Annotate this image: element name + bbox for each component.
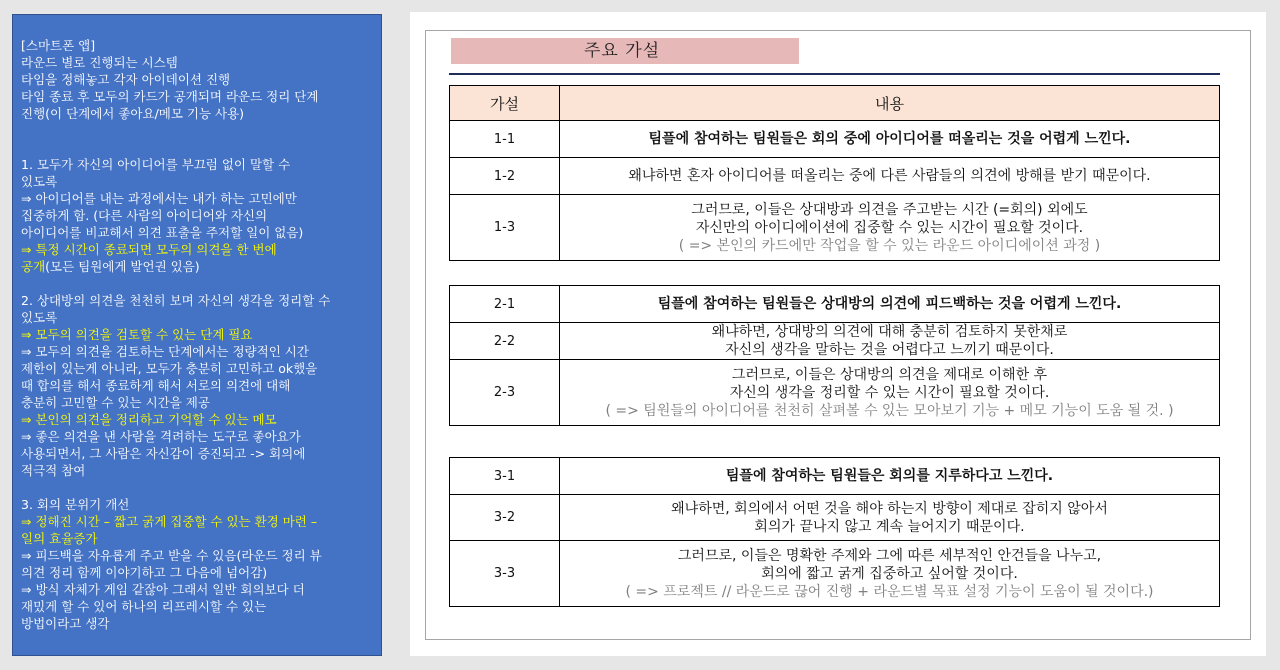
hypothesis-text-line: 회의가 끝나지 않고 계속 늘어지기 때문이다. — [754, 518, 1025, 535]
note-line: 재밌게 할 수 있어 하나의 리프레시할 수 있는 — [21, 599, 267, 614]
hypothesis-row-2-1 — [450, 286, 1220, 323]
hypothesis-text-line: 자신의 생각을 말하는 것을 어렵다고 느끼기 때문이다. — [725, 342, 1054, 358]
note-line: 일의 효율증가 — [21, 531, 98, 546]
hypothesis-id: 3-2 — [450, 495, 560, 541]
hypothesis-text-line: 그러므로, 이들은 상대방의 의견을 제대로 이해한 후 — [731, 366, 1048, 383]
hypothesis-id: 1-1 — [450, 121, 560, 158]
hypothesis-table-2 — [449, 285, 1220, 426]
hypothesis-table-3 — [449, 457, 1220, 607]
note-line: ⇒ 피드백을 자유롭게 주고 받을 수 있음(라운드 정리 뷰 — [21, 548, 322, 563]
note-line: ⇒ 모두의 의견을 검토하는 단계에서는 정량적인 시간 — [21, 344, 309, 359]
hypothesis-text-line: 회의에 짧고 굵게 집중하고 싶어할 것이다. — [761, 565, 1018, 582]
hypothesis-text-line: 왜냐하면, 회의에서 어떤 것을 해야 하는지 방향이 제대로 잡히지 않아서 — [671, 500, 1108, 517]
hypothesis-content — [560, 541, 1220, 607]
page-title: 주요 가설 — [584, 41, 661, 61]
hypothesis-id: 1-2 — [450, 158, 560, 195]
hypothesis-content — [560, 495, 1220, 541]
note-line-part: (모든 팀원에게 발언권 있음) — [45, 259, 200, 274]
hypothesis-row-2-2 — [450, 323, 1220, 360]
note-line: 방법이라고 생각 — [21, 616, 110, 631]
note-line: 라운드 별로 진행되는 시스템 — [21, 55, 178, 70]
hypothesis-text-line: 자신만의 아이디에이션에 집중할 수 있는 시간이 필요할 것이다. — [695, 219, 1084, 236]
hypothesis-content — [560, 158, 1220, 195]
note-line: 때 합의를 해서 종료하게 해서 서로의 의견에 대해 — [21, 378, 291, 393]
hypothesis-content — [560, 195, 1220, 261]
note-line: 적극적 참여 — [21, 463, 86, 478]
note-line: ⇒ 방식 자체가 게임 같잖아 그래서 일반 회의보다 더 — [21, 582, 305, 597]
hypothesis-content — [560, 360, 1220, 426]
note-line: 있도록 — [21, 174, 58, 189]
hypothesis-text-line: 왜냐하면, 상대방의 의견에 대해 충분히 검토하지 못한채로 — [711, 324, 1068, 340]
hypothesis-id: 3-3 — [450, 541, 560, 607]
hypothesis-id: 2-1 — [450, 286, 560, 323]
table-header-row — [450, 86, 1220, 121]
note-line: ⇒ 본인의 의견을 정리하고 기억할 수 있는 메모 — [21, 412, 277, 427]
hypothesis-row-1-1 — [450, 121, 1220, 158]
hypothesis-text-line: 팀플에 참여하는 팀원들은 상대방의 의견에 피드백하는 것을 어렵게 느낀다. — [657, 296, 1122, 312]
hypothesis-id: 2-3 — [450, 360, 560, 426]
note-line: 1. 모두가 자신의 아이디어를 부끄럼 없이 말할 수 — [21, 157, 291, 172]
hypothesis-text-line: 왜냐하면 혼자 아이디어를 떠올리는 중에 다른 사람들의 의견에 방해를 받기 때문이다. — [628, 168, 1151, 184]
title-divider — [449, 73, 1220, 75]
note-line: ⇒ 아이디어를 내는 과정에서는 내가 하는 고민에만 — [21, 191, 297, 206]
spacer — [21, 479, 375, 496]
hypothesis-row-3-2 — [450, 495, 1220, 541]
spacer — [21, 275, 375, 292]
hypothesis-id: 3-1 — [450, 458, 560, 495]
feature-reference: ( => 프로젝트 // 라운드로 끊어 진행 + 라운드별 목표 설정 기능이 도움이 될 것이다.) — [625, 583, 1154, 600]
hypothesis-row-1-2 — [450, 158, 1220, 195]
note-line-part: 공개 — [21, 259, 46, 274]
header-content: 내용 — [560, 86, 1220, 121]
hypothesis-row-1-3 — [450, 195, 1220, 261]
hypothesis-text-line: 자신의 생각을 정리할 수 있는 시간이 필요할 것이다. — [729, 384, 1050, 401]
note-line: 아이디어를 비교해서 의견 표출을 주저할 일이 없음) — [21, 225, 304, 240]
hypothesis-text-line: 그러므로, 이들은 명확한 주제와 그에 따른 세부적인 안건들을 나누고, — [677, 547, 1102, 564]
note-line: 제한이 있는게 아니라, 모두가 충분히 고민하고 ok했을 — [21, 361, 318, 376]
note-line: [스마트폰 앱] — [21, 38, 96, 53]
note-line: ⇒ 특정 시간이 종료되면 모두의 의견을 한 번에 — [21, 242, 277, 257]
hypothesis-content — [560, 121, 1220, 158]
hypothesis-text-line: 그러므로, 이들은 상대방과 의견을 주고받는 시간 (=회의) 외에도 — [691, 201, 1088, 218]
note-line: 진행(이 단계에서 좋아요/메모 기능 사용) — [21, 106, 245, 121]
note-line: 충분히 고민할 수 있는 시간을 제공 — [21, 395, 210, 410]
note-line: ⇒ 좋은 의견을 낸 사람을 격려하는 도구로 좋아요가 — [21, 429, 301, 444]
hypothesis-content — [560, 286, 1220, 323]
hypothesis-text-line: 팀플에 참여하는 팀원들은 회의 중에 아이디어를 떠올리는 것을 어렵게 느낀다. — [648, 131, 1131, 147]
header-id: 가설 — [450, 86, 560, 121]
hypothesis-row-2-3 — [450, 360, 1220, 426]
note-line: 의견 정리 함께 이야기하고 그 다음에 넘어감) — [21, 565, 268, 580]
hypothesis-table-1 — [449, 85, 1220, 261]
note-line: 타임을 정해놓고 각자 아이데이션 진행 — [21, 72, 231, 87]
hypothesis-row-3-3 — [450, 541, 1220, 607]
hypothesis-id: 2-2 — [450, 323, 560, 360]
note-line — [21, 258, 375, 275]
feature-reference: ( => 팀원들의 아이디어를 천천히 살펴볼 수 있는 모아보기 기능 + 메모 기능이 도움 될 것. ) — [605, 402, 1174, 419]
hypothesis-row-3-1 — [450, 458, 1220, 495]
note-line: ⇒ 모두의 의견을 검토할 수 있는 단계 필요 — [21, 327, 253, 342]
note-line: 집중하게 함. (다른 사람의 아이디어와 자신의 — [21, 208, 268, 223]
hypothesis-id: 1-3 — [450, 195, 560, 261]
hypothesis-text-line: 팀플에 참여하는 팀원들은 회의를 지루하다고 느낀다. — [725, 468, 1054, 484]
spacer — [21, 139, 375, 156]
spacer — [21, 122, 375, 139]
note-line: ⇒ 정해진 시간 – 짧고 굵게 집중할 수 있는 환경 마련 – — [21, 514, 318, 529]
feature-reference: ( => 본인의 카드에만 작업을 할 수 있는 라운드 아이디에이션 과정 ) — [678, 237, 1101, 254]
notes-panel — [12, 14, 382, 656]
note-line: 2. 상대방의 의견을 천천히 보며 자신의 생각을 정리할 수 — [21, 293, 331, 308]
note-line: 있도록 — [21, 310, 58, 325]
hypothesis-content — [560, 458, 1220, 495]
note-line: 3. 회의 분위기 개선 — [21, 497, 130, 512]
hypothesis-content — [560, 323, 1220, 360]
note-line: 사용되면서, 그 사람은 자신감이 증진되고 -> 회의에 — [21, 446, 306, 461]
note-line: 타임 종료 후 모두의 카드가 공개되며 라운드 정리 단계 — [21, 89, 319, 104]
